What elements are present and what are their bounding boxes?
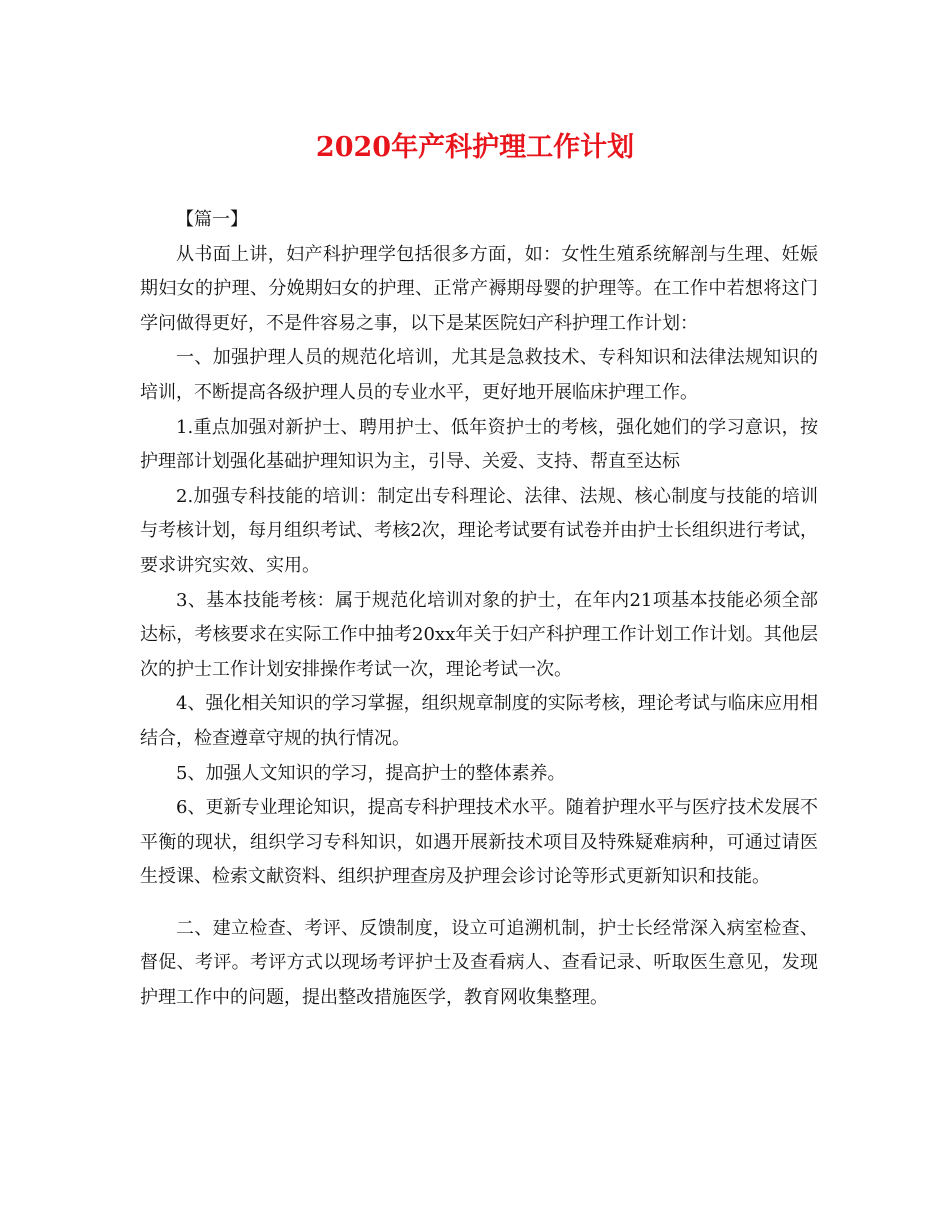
document-title: 2020年产科护理工作计划: [315, 132, 635, 163]
paragraph-training: 一、加强护理人员的规范化培训，尤其是急救技术、专科知识和法律法规知识的培训，不断提高各级护理人员的专业水平，更好地开展临床护理工作。: [140, 347, 818, 403]
paragraph-item-4: 4、强化相关知识的学习掌握，组织规章制度的实际考核，理论考试与临床应用相结合，检查遵章守规的执行情况。: [140, 693, 818, 749]
section-heading: 【篇一】: [176, 209, 248, 230]
document-body: [140, 203, 818, 1016]
paragraph-inspection: 二、建立检查、考评、反馈制度，设立可追溯机制，护士长经常深入病室检查、督促、考评。考评方式以现场考评护士及查看病人、查看记录、听取医生意见，发现护理工作中的问题，提出整改措施医学，教育网收集整理。: [140, 917, 818, 1009]
paragraph-item-5: 5、加强人文知识的学习，提高护士的整体素养。: [176, 762, 566, 784]
paragraph-item-1: 1.重点加强对新护士、聘用护士、低年资护士的考核，强化她们的学习意识，按护理部计划强化基础护理知识为主，引导、关爱、支持、帮直至达标: [140, 416, 818, 473]
paragraph-item-3: 3、基本技能考核：属于规范化培训对象的护士，在年内21项基本技能必须全部达标，考核要求在实际工作中抽考20xx年关于妇产科护理工作计划工作计划。其他层次的护士工作计划安排操作考试一次，理论考试一次。: [140, 589, 818, 680]
paragraph-item-2: 2.加强专科技能的培训：制定出专科理论、法律、法规、核心制度与技能的培训与考核计划，每月组织考试、考核2次，理论考试要有试卷并由护士长组织进行考试，要求讲究实效、实用。: [140, 485, 818, 576]
paragraph-item-6: 6、更新专业理论知识，提高专科护理技术水平。随着护理水平与医疗技术发展不平衡的现状，组织学习专科知识，如遇开展新技术项目及特殊疑难病种，可通过请医生授课、检索文献资料、组织护理查房及护理会诊讨论等形式更新知识和技能。: [140, 797, 818, 888]
paragraph-intro: 从书面上讲，妇产科护理学包括很多方面，如：女性生殖系统解剖与生理、妊娠期妇女的护理、分娩期妇女的护理、正常产褥期母婴的护理等。在工作中若想将这门学问做得更好，不是件容易之事，以下是某医院妇产科护理工作计划：: [140, 243, 818, 334]
